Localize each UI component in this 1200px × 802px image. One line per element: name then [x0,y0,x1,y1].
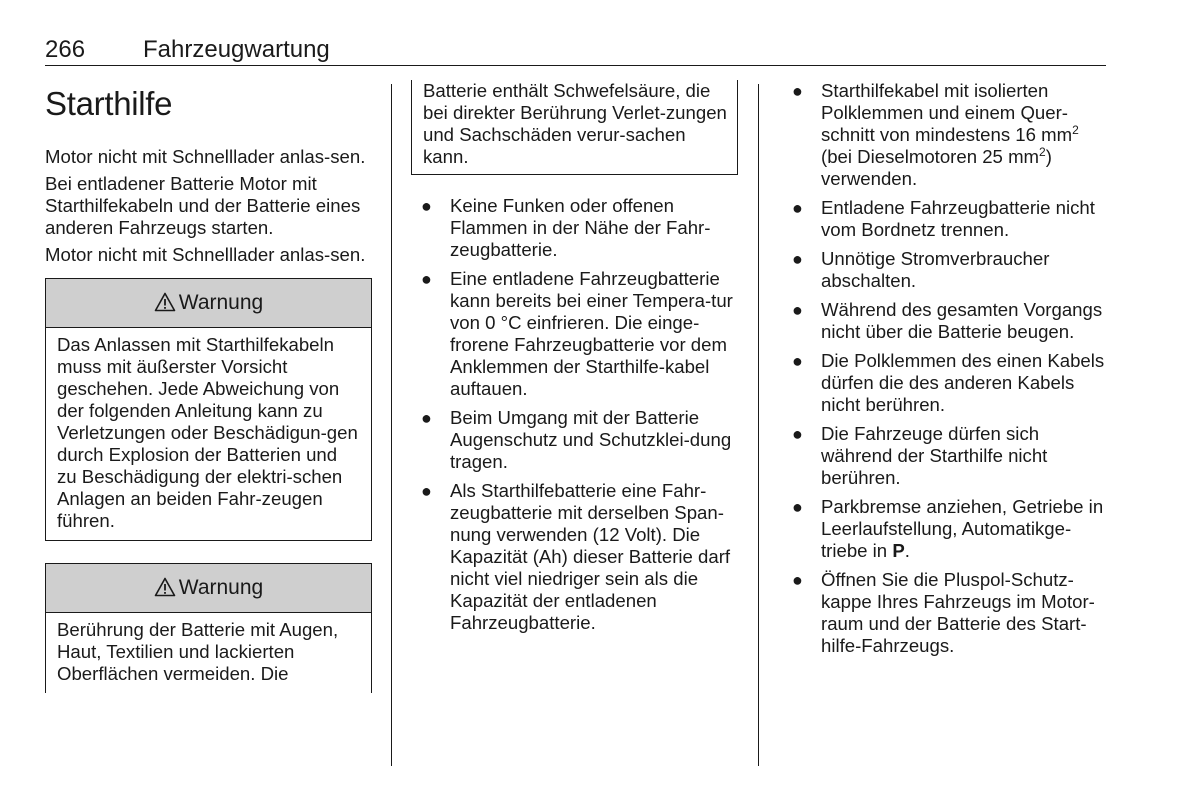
page-header [45,30,1106,66]
paragraph: Motor nicht mit Schnelllader anlas-sen. [45,146,366,167]
bullet-icon: ● [792,497,803,517]
paragraph: Bei entladener Batterie Motor mit Starthilfekabeln und der Batterie eines anderen Fahrzeugs starten. [45,173,361,238]
bullet-icon: ● [792,198,803,218]
warning-text: Das Anlassen mit Starthilfekabeln muss mit äußerster Vorsicht geschehen. Jede Abweichung von der folgenden Anleitung kann zu Verletzungen oder Beschädigun-gen durch Explosion der Batterien und zu Beschädigung der elektri-schen Anlagen an beiden Fahr-zeugen führen. [57,334,358,531]
list-item: ● Als Starthilfebatterie eine Fahr-zeugbatterie mit derselben Span-nung verwenden (12 Volt). Die Kapazität (Ah) dieser Batterie darf nicht viel niedriger sein als die Kapazität der entladenen Fahrzeugbatterie. [421,480,731,633]
bullet-icon: ● [421,481,432,501]
warning-text: Berührung der Batterie mit Augen, Haut, Textilien und lackierten Oberflächen vermeiden. Die [57,619,339,684]
paragraph: Motor nicht mit Schnelllader anlas-sen. [45,244,366,265]
list-item: ● Öffnen Sie die Pluspol-Schutz-kappe Ihres Fahrzeugs im Motor-raum und der Batterie des Start-hilfe-Fahrzeugs. [792,569,1095,656]
warning-box [45,278,372,541]
list-item: ● Beim Umgang mit der Batterie Augenschutz und Schutzklei-dung tragen. [421,407,732,472]
warning-triangle-icon [154,577,176,597]
list-item: ● Keine Funken oder offenen Flammen in der Nähe der Fahr-zeugbatterie. [421,195,711,260]
bullet-icon: ● [792,570,803,590]
list-item: ● Parkbremse anziehen, Getriebe in Leerlaufstellung, Automatikge-triebe in P. [792,496,1104,561]
column-2 [412,80,738,641]
bullet-list [783,80,1108,657]
gear-position: P [892,540,905,561]
header-rule [45,65,1106,66]
column-1 [45,80,372,693]
bullet-icon: ● [792,81,803,101]
bullet-icon: ● [792,249,803,269]
list-item: ● Die Fahrzeuge dürfen sich während der Starthilfe nicht berühren. [792,423,1048,488]
list-item: ● Unnötige Stromverbraucher abschalten. [792,248,1050,291]
list-item: ● Eine entladene Fahrzeugbatterie kann bereits bei einer Tempera-tur von 0 °C einfrieren. Die einge-frorene Fahrzeugbatterie vor dem Anklemmen der Starthilfe-kabel auftauen. [421,268,733,399]
list-item: ● Die Polklemmen des einen Kabels dürfen die des anderen Kabels nicht berühren. [792,350,1105,415]
warning-header [46,564,371,613]
bullet-icon: ● [421,196,432,216]
warning-title: Warnung [178,576,264,599]
bullet-icon: ● [792,351,803,371]
list-item: ● Während des gesamten Vorgangs nicht über die Batterie beugen. [792,299,1103,342]
page-number: 266 [45,36,86,63]
warning-title: Warnung [178,291,264,314]
warning-header [46,279,371,328]
page-title: Starthilfe [45,85,173,122]
bullet-icon: ● [421,269,432,289]
warning-triangle-icon [154,292,176,312]
warning-continuation: Batterie enthält Schwefelsäure, die bei direkter Berührung Verlet-zungen und Sachschäden verur-sachen kann. [411,80,738,175]
list-item: ● Starthilfekabel mit isolierten Polklemmen und einem Quer-schnitt von mindestens 16 $mm^2$ (bei Dieselmotoren 25 $mm^2$) verwenden. [792,80,1079,189]
list-item: ● Entladene Fahrzeugbatterie nicht vom Bordnetz trennen. [792,197,1095,240]
bullet-icon: ● [792,424,803,444]
column-divider [758,84,759,766]
section-title: Fahrzeugwartung [143,36,330,63]
column-3 [783,80,1108,664]
bullet-list [412,195,738,634]
bullet-icon: ● [421,408,432,428]
bullet-icon: ● [792,300,803,320]
warning-box [45,563,372,693]
column-divider [391,84,392,766]
